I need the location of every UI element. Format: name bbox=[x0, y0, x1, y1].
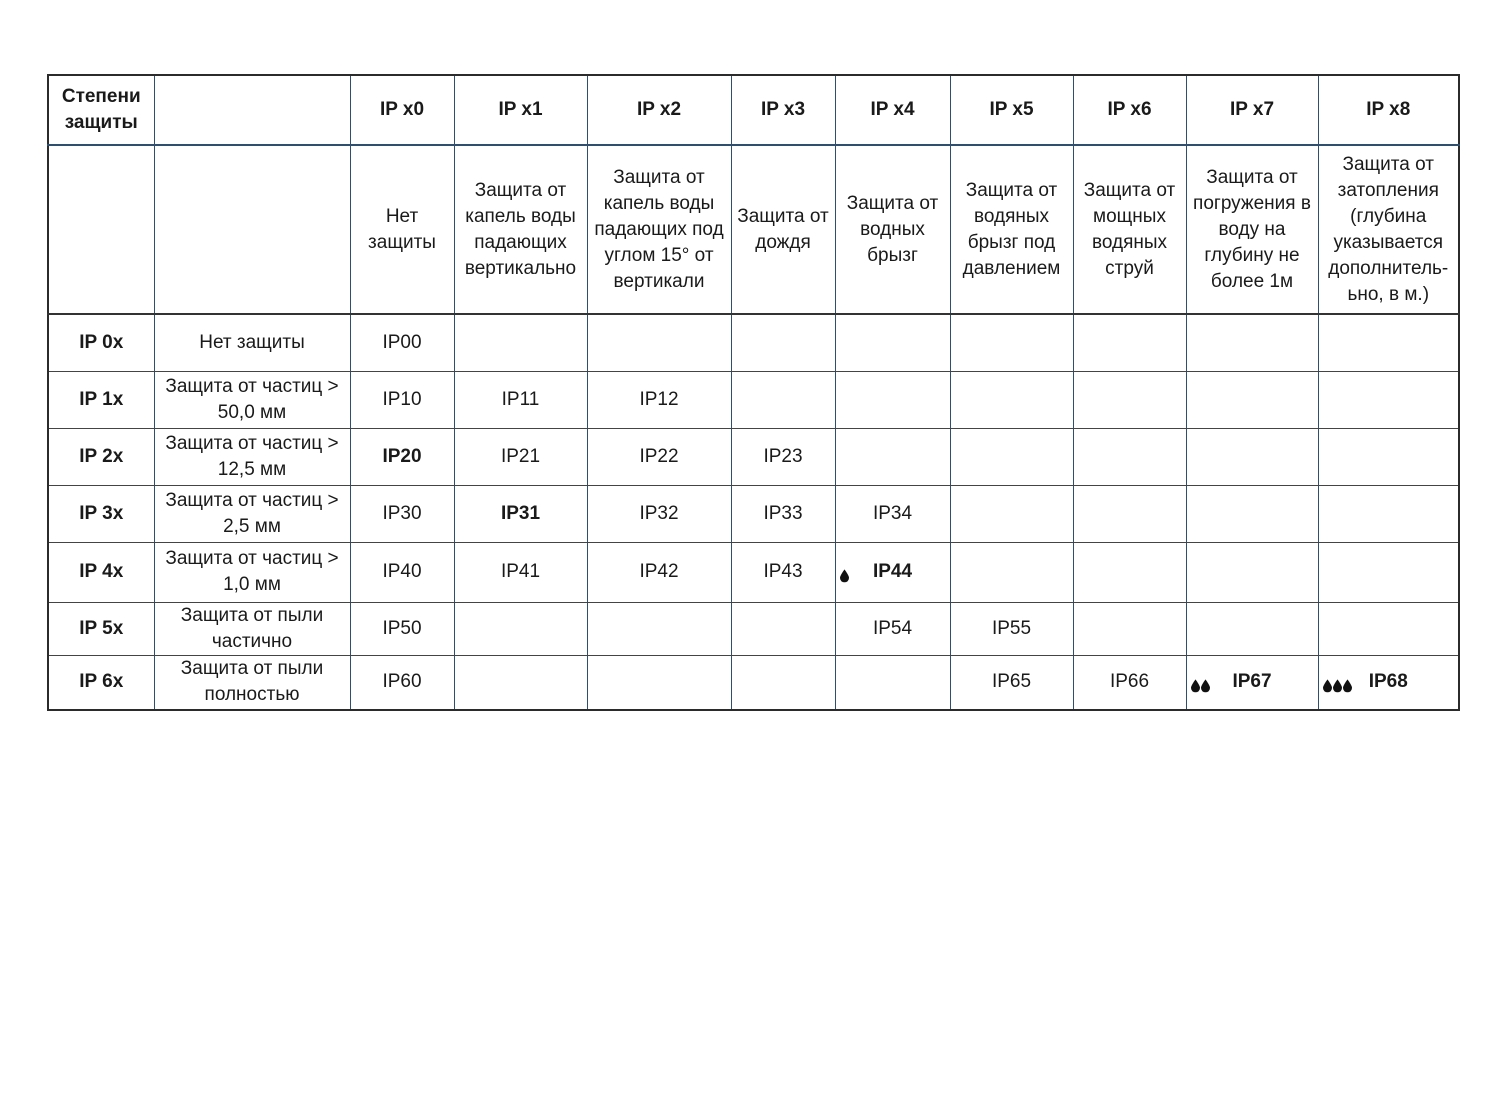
ip-code-cell bbox=[835, 371, 950, 428]
ip-code-text: IP41 bbox=[500, 561, 541, 582]
column-description: Защита от водных брызг bbox=[835, 145, 950, 314]
ip-code-cell bbox=[454, 485, 587, 542]
row-description: Защита от частиц > 50,0 мм bbox=[154, 371, 350, 428]
ip-code-cell bbox=[1318, 314, 1459, 371]
ip-code-cell bbox=[1073, 542, 1186, 602]
water-drop-icon bbox=[1343, 680, 1352, 693]
ip-code-text: IP44 bbox=[872, 561, 913, 582]
column-code: IP x2 bbox=[587, 75, 731, 145]
table-row bbox=[48, 542, 1459, 602]
ip-code-cell bbox=[587, 428, 731, 485]
ip-code-cell bbox=[835, 428, 950, 485]
ip-code-cell bbox=[1186, 371, 1318, 428]
ip-code-cell bbox=[350, 371, 454, 428]
column-code: IP x3 bbox=[731, 75, 835, 145]
ip-code-cell bbox=[950, 602, 1073, 655]
ip-code-text: IP21 bbox=[500, 445, 541, 467]
column-description: Защита от капель воды падающих вертикально bbox=[454, 145, 587, 314]
column-description: Защита от водяных брызг под давлением bbox=[950, 145, 1073, 314]
ip-code-text: IP30 bbox=[382, 502, 422, 524]
row-code: IP 6x bbox=[48, 655, 154, 710]
table-row bbox=[48, 314, 1459, 371]
column-description: Защита от мощных водяных струй bbox=[1073, 145, 1186, 314]
ip-code-text: IP55 bbox=[991, 617, 1032, 639]
row-description: Защита от частиц > 2,5 мм bbox=[154, 485, 350, 542]
table-body bbox=[48, 314, 1459, 710]
ip-code-cell bbox=[587, 314, 731, 371]
ip-code-cell bbox=[587, 602, 731, 655]
column-description: Защита от капель воды падающих под углом 15° от вертикали bbox=[587, 145, 731, 314]
corner-label-text: Степени защиты bbox=[61, 86, 141, 133]
table-row bbox=[48, 371, 1459, 428]
column-code: IP x8 bbox=[1318, 75, 1459, 145]
ip-code-text: IP40 bbox=[382, 561, 422, 582]
ip-code-cell bbox=[950, 542, 1073, 602]
row-code: IP 2x bbox=[48, 428, 154, 485]
ip-code-text: IP34 bbox=[872, 502, 913, 524]
water-drop-icon bbox=[1191, 680, 1200, 693]
ip-code-cell bbox=[950, 428, 1073, 485]
ip-code-cell bbox=[1318, 542, 1459, 602]
ip-code-cell bbox=[1186, 542, 1318, 602]
ip-code-cell bbox=[587, 542, 731, 602]
ip-code-cell bbox=[950, 314, 1073, 371]
ip-code-text: IP31 bbox=[500, 502, 541, 524]
ip-code-cell bbox=[350, 314, 454, 371]
ip-code-text: IP50 bbox=[382, 617, 422, 639]
ip-code-cell bbox=[587, 371, 731, 428]
ip-code-text: IP32 bbox=[639, 502, 679, 524]
ip-code-text: IP10 bbox=[382, 388, 422, 410]
water-drops-icon bbox=[840, 569, 849, 582]
ip-code-cell bbox=[1073, 371, 1186, 428]
ip-code-cell bbox=[1318, 371, 1459, 428]
ip-code-cell bbox=[731, 314, 835, 371]
row-code: IP 4x bbox=[48, 542, 154, 602]
ip-code-text: IP42 bbox=[639, 561, 679, 582]
table-row bbox=[48, 655, 1459, 710]
ip-code-cell bbox=[454, 542, 587, 602]
ip-code-cell bbox=[731, 485, 835, 542]
ip-code-cell bbox=[1186, 428, 1318, 485]
ip-code-cell bbox=[1318, 485, 1459, 542]
ip-code-text: IP12 bbox=[639, 388, 679, 410]
column-code: IP x1 bbox=[454, 75, 587, 145]
ip-code-cell bbox=[835, 485, 950, 542]
ip-code-cell bbox=[950, 371, 1073, 428]
ip-code-cell bbox=[454, 655, 587, 710]
ip-code-cell bbox=[454, 602, 587, 655]
empty-header-cell bbox=[48, 145, 154, 314]
ip-code-text: IP20 bbox=[382, 445, 422, 467]
ip-code-cell bbox=[950, 655, 1073, 710]
empty-header-cell bbox=[154, 145, 350, 314]
column-code: IP x7 bbox=[1186, 75, 1318, 145]
water-drop-icon bbox=[1323, 680, 1332, 693]
ip-code-cell bbox=[1073, 485, 1186, 542]
ip-code-text: IP68 bbox=[1368, 671, 1408, 693]
ip-code-cell bbox=[350, 428, 454, 485]
ip-code-cell bbox=[587, 485, 731, 542]
ip-code-text: IP60 bbox=[382, 671, 422, 693]
table-row bbox=[48, 602, 1459, 655]
ip-code-cell bbox=[350, 542, 454, 602]
ip-code-cell bbox=[835, 602, 950, 655]
table-row bbox=[48, 428, 1459, 485]
ip-code-cell bbox=[731, 602, 835, 655]
row-code: IP 5x bbox=[48, 602, 154, 655]
water-drop-icon bbox=[1333, 680, 1342, 693]
row-code: IP 3x bbox=[48, 485, 154, 542]
ip-code-cell bbox=[1073, 602, 1186, 655]
ip-code-cell bbox=[350, 485, 454, 542]
ip-code-text: IP66 bbox=[1109, 671, 1150, 693]
row-description: Защита от частиц > 12,5 мм bbox=[154, 428, 350, 485]
ip-code-text: IP11 bbox=[501, 388, 540, 410]
ip-code-cell bbox=[835, 542, 950, 602]
ip-code-cell bbox=[731, 371, 835, 428]
ip-code-cell bbox=[1186, 314, 1318, 371]
ip-protection-table bbox=[47, 74, 1460, 711]
ip-code-text: IP22 bbox=[639, 445, 679, 467]
ip-code-cell bbox=[731, 655, 835, 710]
ip-code-cell bbox=[454, 314, 587, 371]
ip-code-cell bbox=[1073, 314, 1186, 371]
corner-label bbox=[48, 75, 154, 145]
ip-code-cell bbox=[1318, 428, 1459, 485]
ip-code-cell bbox=[1186, 602, 1318, 655]
ip-code-cell bbox=[1186, 485, 1318, 542]
column-description: Нет защиты bbox=[350, 145, 454, 314]
ip-code-text: IP33 bbox=[763, 502, 803, 524]
column-code: IP x5 bbox=[950, 75, 1073, 145]
row-description: Защита от пыли полностью bbox=[154, 655, 350, 710]
column-code-row bbox=[48, 75, 1459, 145]
row-code: IP 0x bbox=[48, 314, 154, 371]
ip-code-text: IP00 bbox=[382, 331, 422, 353]
row-description: Защита от частиц > 1,0 мм bbox=[154, 542, 350, 602]
ip-code-cell bbox=[731, 428, 835, 485]
ip-code-cell bbox=[950, 485, 1073, 542]
water-drops-icon bbox=[1323, 680, 1352, 693]
row-description: Нет защиты bbox=[154, 314, 350, 371]
ip-code-cell bbox=[350, 602, 454, 655]
row-description: Защита от пыли частично bbox=[154, 602, 350, 655]
ip-code-cell bbox=[587, 655, 731, 710]
ip-code-cell bbox=[1073, 655, 1186, 710]
ip-code-text: IP67 bbox=[1232, 671, 1272, 693]
ip-code-cell bbox=[1318, 655, 1459, 710]
column-description: Защита от погружения в воду на глубину не более 1м bbox=[1186, 145, 1318, 314]
ip-code-text: IP23 bbox=[763, 445, 803, 467]
water-drop-icon bbox=[840, 569, 849, 582]
column-description-row bbox=[48, 145, 1459, 314]
ip-code-cell bbox=[454, 428, 587, 485]
ip-code-cell bbox=[835, 314, 950, 371]
empty-header-cell bbox=[154, 75, 350, 145]
column-description: Защита от дождя bbox=[731, 145, 835, 314]
row-code: IP 1x bbox=[48, 371, 154, 428]
column-code: IP x0 bbox=[350, 75, 454, 145]
ip-code-text: IP65 bbox=[991, 671, 1032, 693]
ip-code-cell bbox=[1186, 655, 1318, 710]
ip-code-text: IP54 bbox=[872, 617, 913, 639]
ip-code-cell bbox=[731, 542, 835, 602]
ip-code-cell bbox=[454, 371, 587, 428]
column-code: IP x4 bbox=[835, 75, 950, 145]
ip-code-cell bbox=[835, 655, 950, 710]
ip-code-text: IP43 bbox=[763, 561, 803, 582]
water-drop-icon bbox=[1201, 680, 1210, 693]
column-description: Защита от затопления (глубина указывается дополнитель-ьно, в м.) bbox=[1318, 145, 1459, 314]
ip-code-cell bbox=[350, 655, 454, 710]
column-code: IP x6 bbox=[1073, 75, 1186, 145]
ip-code-cell bbox=[1318, 602, 1459, 655]
ip-code-cell bbox=[1073, 428, 1186, 485]
table-row bbox=[48, 485, 1459, 542]
water-drops-icon bbox=[1191, 680, 1210, 693]
